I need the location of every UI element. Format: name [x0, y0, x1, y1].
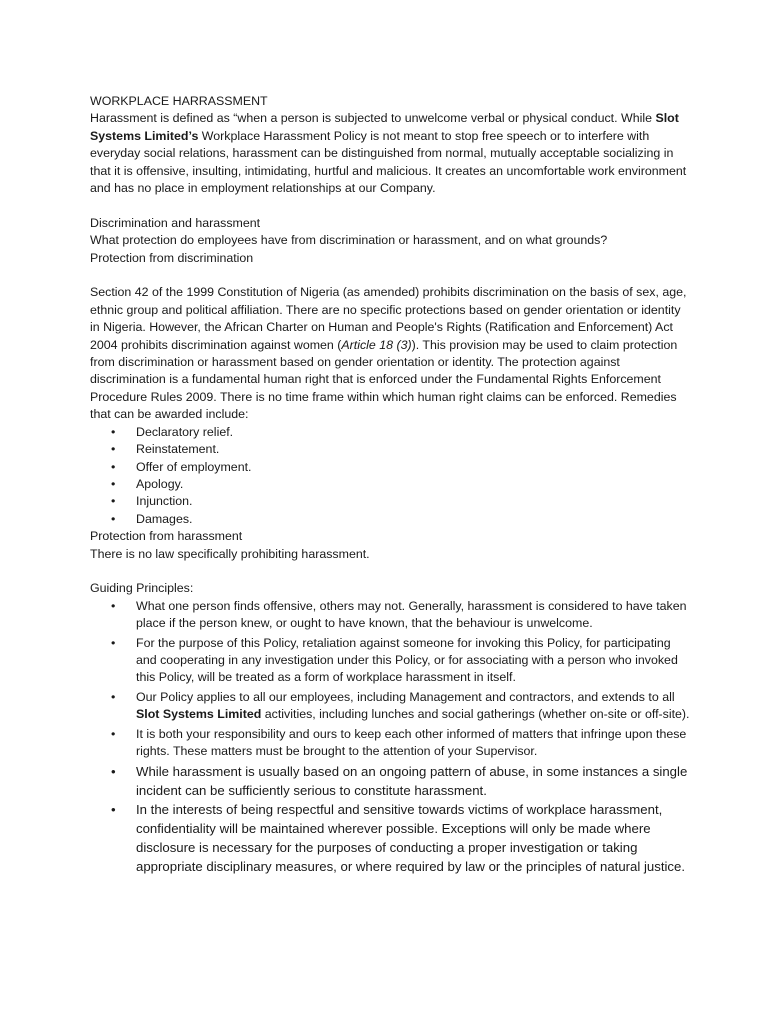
no-law-statement: There is no law specifically prohibiting harassment. [90, 546, 370, 561]
protection-question: What protection do employees have from discrimination or harassment, and on what grounds? [90, 233, 608, 248]
article-reference: Article 18 (3) [341, 337, 412, 352]
list-item: • In the interests of being respectful and sensitive towards victims of workplace harassment, confidentiality will be maintained wherever possible. Exceptions will only be made where disclosure is necessary for the purposes of conducting a proper investigation or taking appropriate disciplinary measures, or where required by law or the principles of natural justice. [136, 800, 690, 876]
list-item: • Damages. [136, 511, 690, 528]
intro-paragraph [90, 110, 690, 197]
list-item: • While harassment is usually based on an ongoing pattern of abuse, in some instances a single incident can be sufficiently serious to constitute harassment. [136, 762, 690, 800]
protection-discrimination-heading: Protection from discrimination [90, 250, 254, 265]
list-item: • Offer of employment. [136, 459, 690, 476]
guiding-principles-heading: Guiding Principles: [90, 581, 194, 596]
section42-text-continued: ). This provision may be used to claim protection from discrimination or harassment based on gender orientation or identity. The protection against discrimination is a fundamental human right that is enforced under the Fundamental Rights Enforcement Procedure Rules 2009. There is no time frame within which human right claims can be enforced. Remedies that can be awarded include: [90, 337, 678, 422]
section42-paragraph [90, 284, 690, 423]
document-body [90, 93, 690, 876]
intro-text-continued: Workplace Harassment Policy is not meant to stop free speech or to interfere with everyday social relations, harassment can be distinguished from normal, mutually acceptable socializing in that it is offensive, insulting, intimidating, hurtful and malicious. It creates an uncomfortable work environment and has no place in employment relationships at our Company. [90, 128, 687, 196]
intro-text: Harassment is defined as “when a person is subjected to unwelcome verbal or physical conduct. While [90, 111, 656, 126]
company-name: Slot Systems Limited [136, 707, 262, 722]
list-item: • Declaratory relief. [136, 424, 690, 441]
remedies-list [90, 424, 690, 528]
doc-heading: WORKPLACE HARRASSMENT [90, 94, 268, 108]
section42-text: Section 42 of the 1999 Constitution of Nigeria (as amended) prohibits discrimination on the basis of sex, age, ethnic group and political affiliation. There are no specific protections based on gender orientation or identity in Nigeria. However, the African Charter on Human and People's Rights (Ratification and Enforcement) Act 2004 prohibits discrimination against women ( [90, 285, 687, 352]
list-item: • Injunction. [136, 493, 690, 510]
company-name: Slot Systems Limited’s [90, 111, 679, 143]
list-item: • What one person finds offensive, others may not. Generally, harassment is considered to have taken place if the person knew, or ought to have known, that the behaviour is unwelcome. [136, 598, 690, 633]
list-item: • For the purpose of this Policy, retaliation against someone for invoking this Policy, for participating and cooperating in any investigation under this Policy, or for associating with a person who invoked this Policy, will be treated as a form of workplace harassment in itself. [136, 635, 690, 687]
list-item: • Reinstatement. [136, 441, 690, 458]
principle-text: Our Policy applies to all our employees, including Management and contractors, and extends to all [136, 689, 675, 704]
protection-harassment-heading: Protection from harassment [90, 529, 243, 544]
principle-text-continued: activities, including lunches and social gatherings (whether on-site or off-site). [261, 707, 690, 722]
list-item: • It is both your responsibility and ours to keep each other informed of matters that infringe upon these rights. These matters must be brought to the attention of your Supervisor. [136, 726, 690, 761]
list-item: • Apology. [136, 476, 690, 493]
list-item [136, 689, 690, 724]
principles-list [90, 598, 690, 877]
discrimination-heading: Discrimination and harassment [90, 215, 261, 230]
